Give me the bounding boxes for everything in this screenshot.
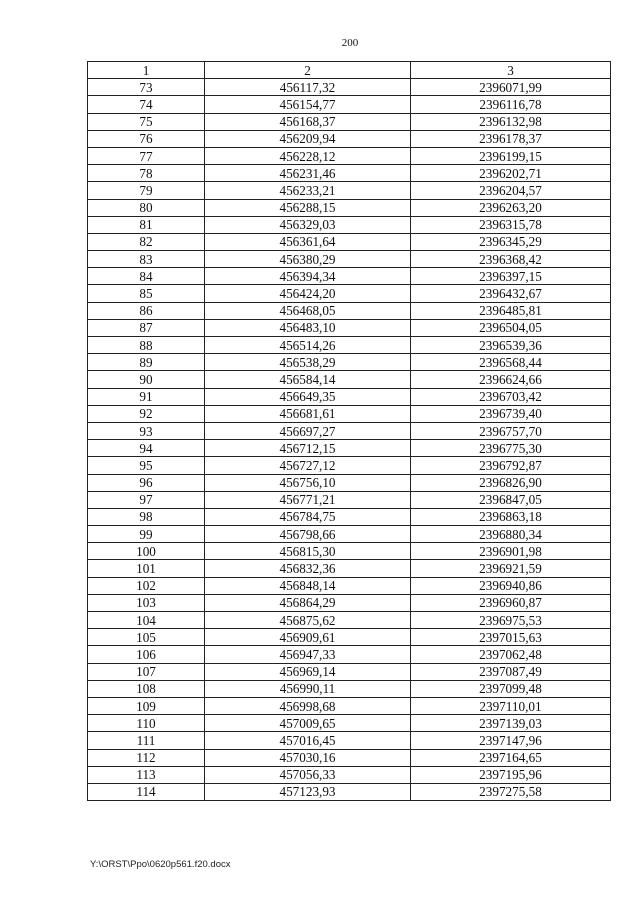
point-number-cell: 97 bbox=[88, 491, 205, 508]
y-coordinate-cell: 2397110,01 bbox=[411, 697, 611, 714]
y-coordinate-cell: 2396960,87 bbox=[411, 594, 611, 611]
point-number-cell: 85 bbox=[88, 285, 205, 302]
table-row bbox=[88, 147, 611, 164]
x-coordinate-cell: 456990,11 bbox=[205, 680, 411, 697]
x-coordinate-cell: 456329,03 bbox=[205, 216, 411, 233]
x-coordinate-cell: 456168,37 bbox=[205, 113, 411, 130]
x-coordinate-cell: 456231,46 bbox=[205, 165, 411, 182]
table-row bbox=[88, 560, 611, 577]
y-coordinate-cell: 2396880,34 bbox=[411, 526, 611, 543]
point-number-cell: 111 bbox=[88, 732, 205, 749]
table-row bbox=[88, 165, 611, 182]
x-coordinate-cell: 456361,64 bbox=[205, 233, 411, 250]
table-row bbox=[88, 749, 611, 766]
table-row bbox=[88, 251, 611, 268]
point-number-cell: 79 bbox=[88, 182, 205, 199]
point-number-cell: 80 bbox=[88, 199, 205, 216]
point-number-cell: 83 bbox=[88, 251, 205, 268]
point-number-cell: 112 bbox=[88, 749, 205, 766]
table-row bbox=[88, 526, 611, 543]
x-coordinate-cell: 456864,29 bbox=[205, 594, 411, 611]
x-coordinate-cell: 456798,66 bbox=[205, 526, 411, 543]
x-coordinate-cell: 456697,27 bbox=[205, 422, 411, 439]
x-coordinate-cell: 456815,30 bbox=[205, 543, 411, 560]
table-row bbox=[88, 732, 611, 749]
table-row bbox=[88, 697, 611, 714]
point-number-cell: 74 bbox=[88, 96, 205, 113]
x-coordinate-cell: 456380,29 bbox=[205, 251, 411, 268]
table-row bbox=[88, 216, 611, 233]
point-number-cell: 94 bbox=[88, 440, 205, 457]
y-coordinate-cell: 2396757,70 bbox=[411, 422, 611, 439]
table-row bbox=[88, 612, 611, 629]
x-coordinate-cell: 456727,12 bbox=[205, 457, 411, 474]
y-coordinate-cell: 2396071,99 bbox=[411, 79, 611, 96]
table-row bbox=[88, 594, 611, 611]
y-coordinate-cell: 2396975,53 bbox=[411, 612, 611, 629]
table-row bbox=[88, 337, 611, 354]
table-row bbox=[88, 577, 611, 594]
point-number-cell: 106 bbox=[88, 646, 205, 663]
y-coordinate-cell: 2396368,42 bbox=[411, 251, 611, 268]
y-coordinate-cell: 2396504,05 bbox=[411, 319, 611, 336]
x-coordinate-cell: 456483,10 bbox=[205, 319, 411, 336]
x-coordinate-cell: 457009,65 bbox=[205, 715, 411, 732]
point-number-cell: 88 bbox=[88, 337, 205, 354]
x-coordinate-cell: 456947,33 bbox=[205, 646, 411, 663]
table-row bbox=[88, 96, 611, 113]
y-coordinate-cell: 2396921,59 bbox=[411, 560, 611, 577]
table-row bbox=[88, 388, 611, 405]
point-number-cell: 90 bbox=[88, 371, 205, 388]
point-number-cell: 108 bbox=[88, 680, 205, 697]
x-coordinate-cell: 456875,62 bbox=[205, 612, 411, 629]
y-coordinate-cell: 2396847,05 bbox=[411, 491, 611, 508]
y-coordinate-cell: 2396315,78 bbox=[411, 216, 611, 233]
table-row bbox=[88, 79, 611, 96]
x-coordinate-cell: 456848,14 bbox=[205, 577, 411, 594]
y-coordinate-cell: 2396432,67 bbox=[411, 285, 611, 302]
x-coordinate-cell: 456288,15 bbox=[205, 199, 411, 216]
x-coordinate-cell: 457123,93 bbox=[205, 783, 411, 800]
x-coordinate-cell: 456771,21 bbox=[205, 491, 411, 508]
table-row bbox=[88, 766, 611, 783]
x-coordinate-cell: 456909,61 bbox=[205, 629, 411, 646]
table-row bbox=[88, 199, 611, 216]
y-coordinate-cell: 2396901,98 bbox=[411, 543, 611, 560]
y-coordinate-cell: 2397275,58 bbox=[411, 783, 611, 800]
point-number-cell: 105 bbox=[88, 629, 205, 646]
table-row bbox=[88, 646, 611, 663]
point-number-cell: 101 bbox=[88, 560, 205, 577]
table-row bbox=[88, 508, 611, 525]
x-coordinate-cell: 456154,77 bbox=[205, 96, 411, 113]
point-number-cell: 77 bbox=[88, 147, 205, 164]
y-coordinate-cell: 2396624,66 bbox=[411, 371, 611, 388]
y-coordinate-cell: 2396539,36 bbox=[411, 337, 611, 354]
x-coordinate-cell: 456969,14 bbox=[205, 663, 411, 680]
point-number-cell: 92 bbox=[88, 405, 205, 422]
point-number-cell: 99 bbox=[88, 526, 205, 543]
point-number-cell: 114 bbox=[88, 783, 205, 800]
x-coordinate-cell: 456784,75 bbox=[205, 508, 411, 525]
x-coordinate-cell: 456514,26 bbox=[205, 337, 411, 354]
x-coordinate-cell: 456584,14 bbox=[205, 371, 411, 388]
table-row bbox=[88, 715, 611, 732]
point-number-cell: 87 bbox=[88, 319, 205, 336]
table-row bbox=[88, 285, 611, 302]
point-number-cell: 109 bbox=[88, 697, 205, 714]
y-coordinate-cell: 2397164,65 bbox=[411, 749, 611, 766]
table-body bbox=[88, 79, 611, 801]
point-number-cell: 73 bbox=[88, 79, 205, 96]
y-coordinate-cell: 2396397,15 bbox=[411, 268, 611, 285]
point-number-cell: 89 bbox=[88, 354, 205, 371]
point-number-cell: 113 bbox=[88, 766, 205, 783]
table-header-row bbox=[88, 62, 611, 79]
x-coordinate-cell: 456712,15 bbox=[205, 440, 411, 457]
table-row bbox=[88, 319, 611, 336]
coordinates-table-container bbox=[87, 61, 610, 801]
point-number-cell: 75 bbox=[88, 113, 205, 130]
table-row bbox=[88, 629, 611, 646]
y-coordinate-cell: 2396204,57 bbox=[411, 182, 611, 199]
coordinates-table bbox=[87, 61, 611, 801]
y-coordinate-cell: 2397087,49 bbox=[411, 663, 611, 680]
x-coordinate-cell: 457016,45 bbox=[205, 732, 411, 749]
y-coordinate-cell: 2396792,87 bbox=[411, 457, 611, 474]
column-header-2: 2 bbox=[205, 62, 411, 79]
y-coordinate-cell: 2396739,40 bbox=[411, 405, 611, 422]
point-number-cell: 98 bbox=[88, 508, 205, 525]
table-row bbox=[88, 371, 611, 388]
y-coordinate-cell: 2396703,42 bbox=[411, 388, 611, 405]
y-coordinate-cell: 2396116,78 bbox=[411, 96, 611, 113]
y-coordinate-cell: 2396345,29 bbox=[411, 233, 611, 250]
x-coordinate-cell: 456233,21 bbox=[205, 182, 411, 199]
x-coordinate-cell: 456468,05 bbox=[205, 302, 411, 319]
point-number-cell: 107 bbox=[88, 663, 205, 680]
table-row bbox=[88, 663, 611, 680]
y-coordinate-cell: 2396199,15 bbox=[411, 147, 611, 164]
table-row bbox=[88, 405, 611, 422]
y-coordinate-cell: 2397062,48 bbox=[411, 646, 611, 663]
point-number-cell: 81 bbox=[88, 216, 205, 233]
y-coordinate-cell: 2397147,96 bbox=[411, 732, 611, 749]
table-row bbox=[88, 130, 611, 147]
table-row bbox=[88, 302, 611, 319]
y-coordinate-cell: 2396263,20 bbox=[411, 199, 611, 216]
table-row bbox=[88, 268, 611, 285]
x-coordinate-cell: 456209,94 bbox=[205, 130, 411, 147]
footer-file-path: Y:\ORST\Ppo\0620p561.f20.docx bbox=[90, 859, 231, 870]
y-coordinate-cell: 2396826,90 bbox=[411, 474, 611, 491]
table-row bbox=[88, 680, 611, 697]
y-coordinate-cell: 2397139,03 bbox=[411, 715, 611, 732]
x-coordinate-cell: 456394,34 bbox=[205, 268, 411, 285]
point-number-cell: 103 bbox=[88, 594, 205, 611]
point-number-cell: 100 bbox=[88, 543, 205, 560]
x-coordinate-cell: 456998,68 bbox=[205, 697, 411, 714]
table-row bbox=[88, 457, 611, 474]
x-coordinate-cell: 456756,10 bbox=[205, 474, 411, 491]
x-coordinate-cell: 456228,12 bbox=[205, 147, 411, 164]
y-coordinate-cell: 2396940,86 bbox=[411, 577, 611, 594]
x-coordinate-cell: 457056,33 bbox=[205, 766, 411, 783]
point-number-cell: 82 bbox=[88, 233, 205, 250]
table-row bbox=[88, 474, 611, 491]
y-coordinate-cell: 2396132,98 bbox=[411, 113, 611, 130]
point-number-cell: 78 bbox=[88, 165, 205, 182]
y-coordinate-cell: 2396202,71 bbox=[411, 165, 611, 182]
column-header-3: 3 bbox=[411, 62, 611, 79]
x-coordinate-cell: 456649,35 bbox=[205, 388, 411, 405]
point-number-cell: 84 bbox=[88, 268, 205, 285]
y-coordinate-cell: 2396775,30 bbox=[411, 440, 611, 457]
column-header-1: 1 bbox=[88, 62, 205, 79]
page-number: 200 bbox=[341, 37, 359, 49]
point-number-cell: 96 bbox=[88, 474, 205, 491]
point-number-cell: 86 bbox=[88, 302, 205, 319]
point-number-cell: 93 bbox=[88, 422, 205, 439]
x-coordinate-cell: 457030,16 bbox=[205, 749, 411, 766]
x-coordinate-cell: 456117,32 bbox=[205, 79, 411, 96]
x-coordinate-cell: 456424,20 bbox=[205, 285, 411, 302]
y-coordinate-cell: 2396863,18 bbox=[411, 508, 611, 525]
table-row bbox=[88, 182, 611, 199]
x-coordinate-cell: 456681,61 bbox=[205, 405, 411, 422]
table-row bbox=[88, 440, 611, 457]
y-coordinate-cell: 2397015,63 bbox=[411, 629, 611, 646]
y-coordinate-cell: 2396485,81 bbox=[411, 302, 611, 319]
point-number-cell: 76 bbox=[88, 130, 205, 147]
y-coordinate-cell: 2396178,37 bbox=[411, 130, 611, 147]
point-number-cell: 95 bbox=[88, 457, 205, 474]
y-coordinate-cell: 2396568,44 bbox=[411, 354, 611, 371]
point-number-cell: 110 bbox=[88, 715, 205, 732]
table-row bbox=[88, 783, 611, 800]
x-coordinate-cell: 456832,36 bbox=[205, 560, 411, 577]
table-row bbox=[88, 543, 611, 560]
table-row bbox=[88, 233, 611, 250]
point-number-cell: 91 bbox=[88, 388, 205, 405]
table-row bbox=[88, 422, 611, 439]
table-row bbox=[88, 113, 611, 130]
point-number-cell: 104 bbox=[88, 612, 205, 629]
x-coordinate-cell: 456538,29 bbox=[205, 354, 411, 371]
y-coordinate-cell: 2397099,48 bbox=[411, 680, 611, 697]
point-number-cell: 102 bbox=[88, 577, 205, 594]
y-coordinate-cell: 2397195,96 bbox=[411, 766, 611, 783]
table-row bbox=[88, 491, 611, 508]
table-row bbox=[88, 354, 611, 371]
